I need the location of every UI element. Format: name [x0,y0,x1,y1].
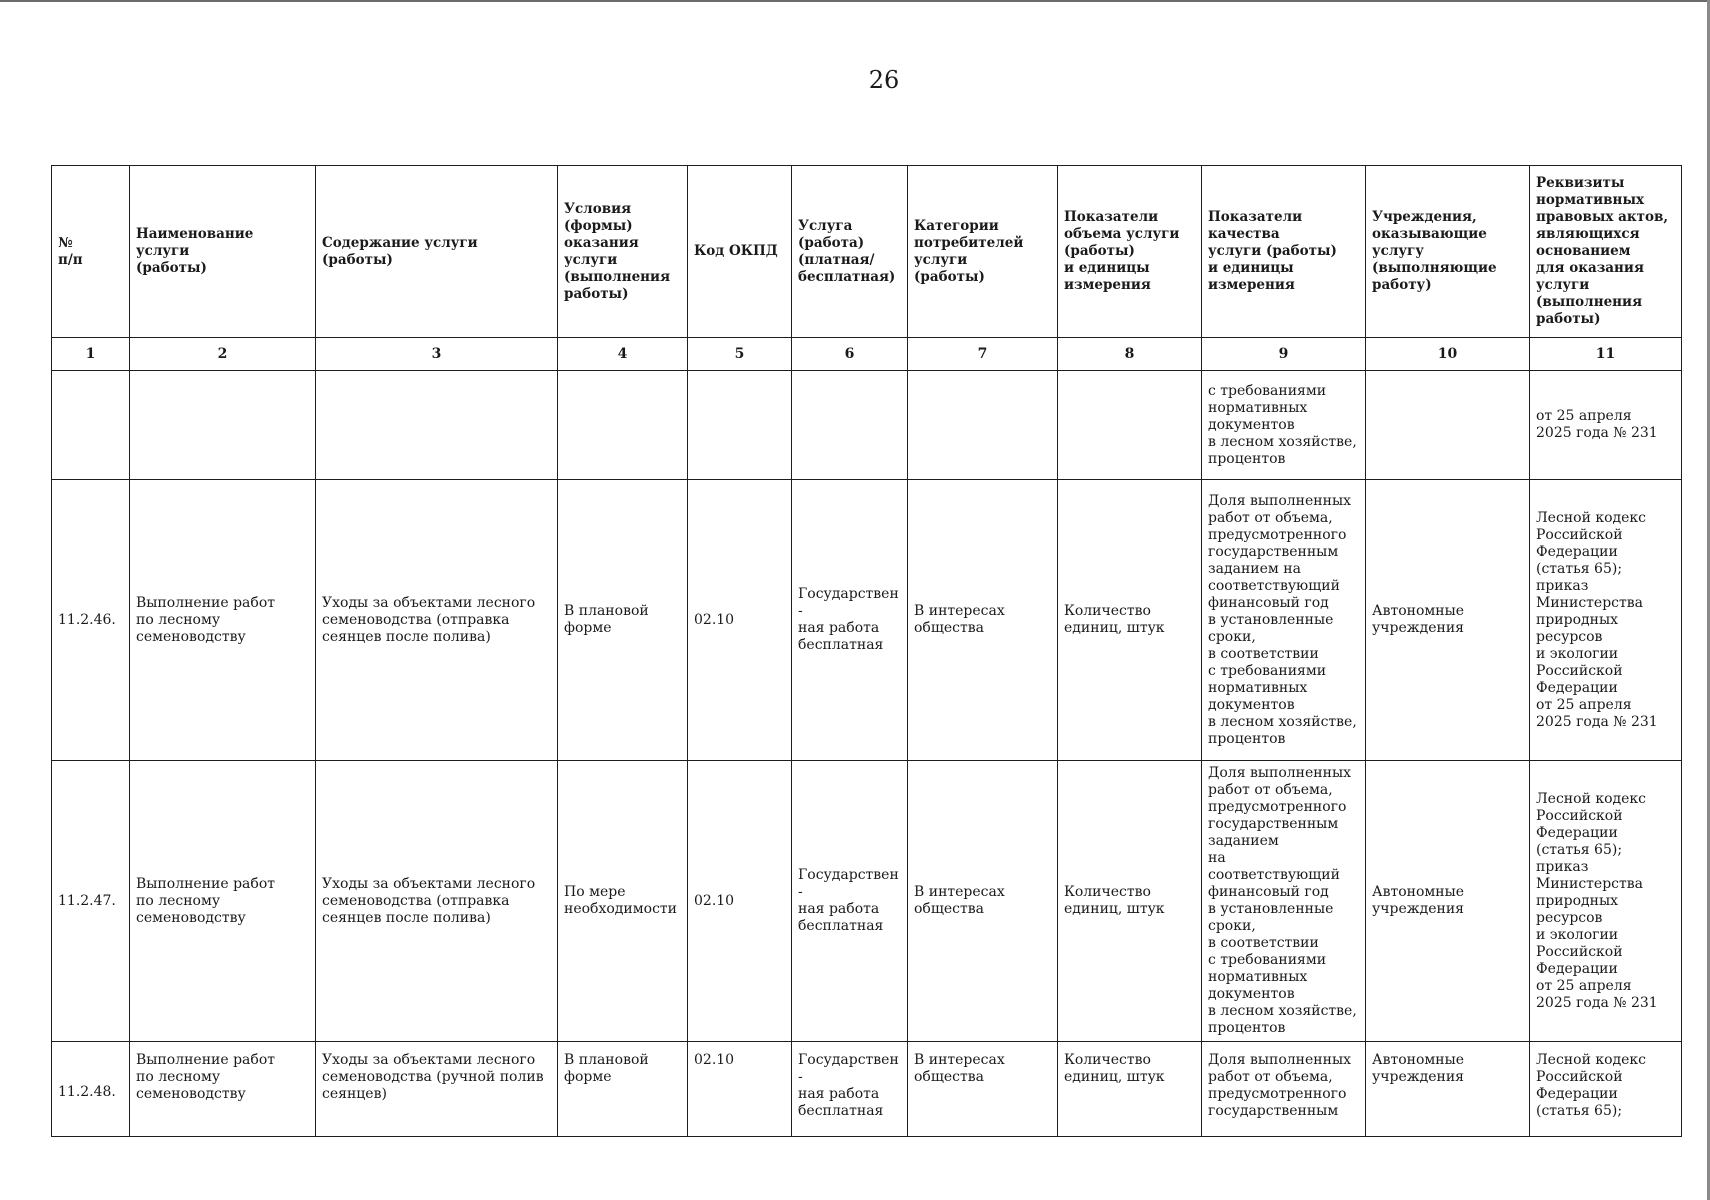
service-content-cell: Уходы за объектами лесного семеноводства (отправка сеянцев после полива) [316,480,558,761]
service-content-cell: Уходы за объектами лесного семеноводства (отправка сеянцев после полива) [316,761,558,1042]
quality-cell: с требованиями нормативных документов в лесном хозяйстве, процентов [1202,371,1366,480]
header-institutions: Учреждения, оказывающие услугу (выполняющие работу) [1366,166,1530,338]
consumers-cell: В интересах общества [908,480,1058,761]
column-number: 2 [130,338,316,371]
column-numbers-row [52,338,1682,371]
services-register-table [51,165,1682,1137]
conditions-cell: В плановой форме [558,1042,688,1137]
header-legal-acts: Реквизиты нормативных правовых актов, являющихся основанием для оказания услуги (выполнения работы) [1530,166,1682,338]
scan-edge-top [0,0,1710,2]
quality-cell: Доля выполненных работ от объема, предусмотренного государственным заданием на соответствующий финансовый год в установленные сроки, в соответствии с требованиями нормативных документов в лесном хозяйстве, процентов [1202,480,1366,761]
okpd-code-cell: 02.10 [688,1042,792,1137]
legal-acts-cell: от 25 апреля 2025 года № 231 [1530,371,1682,480]
header-paid-free: Услуга (работа) (платная/ бесплатная) [792,166,908,338]
empty-cell [130,371,316,480]
paid-free-cell: Государствен- ная работа бесплатная [792,480,908,761]
volume-cell: Количество единиц, штук [1058,761,1202,1042]
table-row [52,761,1682,1042]
paid-free-cell: Государствен- ная работа бесплатная [792,761,908,1042]
page-number: 26 [868,66,900,94]
okpd-code-cell: 02.10 [688,761,792,1042]
empty-cell [1058,371,1202,480]
column-number: 1 [52,338,130,371]
consumers-cell: В интересах общества [908,1042,1058,1137]
paid-free-cell: Государствен- ная работа бесплатная [792,1042,908,1137]
quality-cell: Доля выполненных работ от объема, предусмотренного государственным [1202,1042,1366,1137]
quality-cell: Доля выполненных работ от объема, предусмотренного государственным заданием на соответствующий финансовый год в установленные сроки, в соответствии с требованиями нормативных документов в лесном хозяйстве, процентов [1202,761,1366,1042]
column-number: 6 [792,338,908,371]
empty-cell [52,371,130,480]
column-number: 11 [1530,338,1682,371]
legal-acts-cell: Лесной кодекс Российской Федерации (статья 65); приказ Министерства природных ресурсов и экологии Российской Федерации от 25 апреля 2025 года № 231 [1530,480,1682,761]
header-service-name: Наименование услуги (работы) [130,166,316,338]
row-number-cell: 11.2.46. [52,480,130,761]
empty-cell [908,371,1058,480]
header-consumer-categories: Категории потребителей услуги (работы) [908,166,1058,338]
column-number: 4 [558,338,688,371]
empty-cell [792,371,908,480]
empty-cell [688,371,792,480]
legal-acts-cell: Лесной кодекс Российской Федерации (статья 65); [1530,1042,1682,1137]
header-volume-indicators: Показатели объема услуги (работы) и единицы измерения [1058,166,1202,338]
consumers-cell: В интересах общества [908,761,1058,1042]
column-number: 8 [1058,338,1202,371]
legal-acts-cell: Лесной кодекс Российской Федерации (статья 65); приказ Министерства природных ресурсов и экологии Российской Федерации от 25 апреля 2025 года № 231 [1530,761,1682,1042]
institutions-cell: Автономные учреждения [1366,480,1530,761]
volume-cell: Количество единиц, штук [1058,1042,1202,1137]
institutions-cell: Автономные учреждения [1366,761,1530,1042]
service-content-cell: Уходы за объектами лесного семеноводства (ручной полив сеянцев) [316,1042,558,1137]
table-row [52,1042,1682,1137]
header-number: № п/п [52,166,130,338]
header-okpd-code: Код ОКПД [688,166,792,338]
column-number: 5 [688,338,792,371]
service-name-cell: Выполнение работ по лесному семеноводству [130,480,316,761]
service-name-cell: Выполнение работ по лесному семеноводству [130,761,316,1042]
empty-cell [558,371,688,480]
column-number: 3 [316,338,558,371]
conditions-cell: По мере необходимости [558,761,688,1042]
header-quality-indicators: Показатели качества услуги (работы) и единицы измерения [1202,166,1366,338]
header-conditions: Условия (формы) оказания услуги (выполнения работы) [558,166,688,338]
header-row [52,166,1682,338]
column-number: 10 [1366,338,1530,371]
row-number-cell: 11.2.47. [52,761,130,1042]
row-number-cell: 11.2.48. [52,1042,130,1137]
column-number: 7 [908,338,1058,371]
header-service-content: Содержание услуги (работы) [316,166,558,338]
column-number: 9 [1202,338,1366,371]
continuation-row [52,371,1682,480]
service-name-cell: Выполнение работ по лесному семеноводству [130,1042,316,1137]
empty-cell [316,371,558,480]
conditions-cell: В плановой форме [558,480,688,761]
volume-cell: Количество единиц, штук [1058,480,1202,761]
empty-cell [1366,371,1530,480]
institutions-cell: Автономные учреждения [1366,1042,1530,1137]
okpd-code-cell: 02.10 [688,480,792,761]
table-row [52,480,1682,761]
